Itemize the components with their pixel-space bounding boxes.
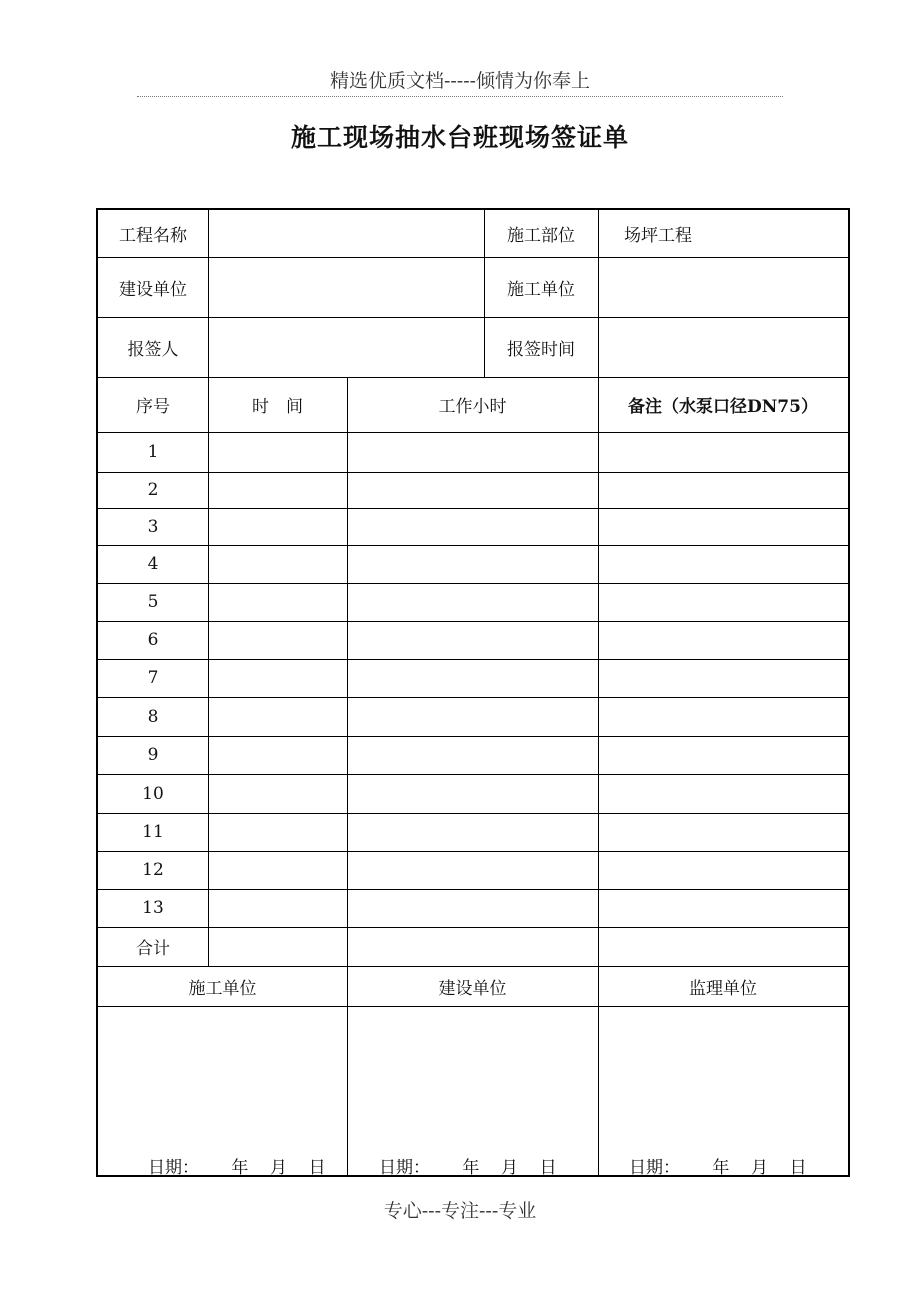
header-divider [137, 96, 783, 97]
row-number: 12 [142, 860, 164, 880]
row-divider [98, 851, 848, 852]
row-number: 7 [147, 668, 159, 688]
row-divider [98, 889, 848, 890]
contractor-unit-field[interactable] [598, 257, 848, 317]
sig-owner-label: 建设单位 [438, 978, 507, 999]
sig-contractor-date: 日期： 年 月 日 [148, 1158, 326, 1178]
page-header: 精选优质文档-----倾情为你奉上 [329, 70, 591, 92]
row-number: 6 [147, 630, 159, 650]
row-number: 13 [142, 898, 164, 918]
row-divider [98, 432, 848, 433]
row-divider [98, 736, 848, 737]
row-divider [98, 927, 848, 928]
owner-unit-field[interactable] [208, 257, 484, 317]
construction-part-field[interactable]: 场坪工程 [624, 226, 692, 246]
row-divider [98, 774, 848, 775]
row-number: 2 [147, 480, 159, 500]
row-divider [98, 508, 848, 509]
submitter-label: 报签人 [127, 339, 179, 360]
row-divider [98, 659, 848, 660]
row-number: 9 [147, 745, 159, 765]
row-number: 1 [147, 442, 159, 462]
row-number: 5 [147, 592, 159, 612]
project-name-label: 工程名称 [119, 226, 187, 246]
sig-owner-area[interactable] [347, 1006, 598, 1175]
sig-supervisor-date: 日期： 年 月 日 [629, 1158, 807, 1178]
row-number: 4 [147, 554, 159, 574]
project-name-field[interactable] [208, 210, 484, 257]
row-divider [98, 813, 848, 814]
document-title: 施工现场抽水台班现场签证单 [290, 123, 629, 152]
sig-owner-date: 日期： 年 月 日 [379, 1158, 557, 1178]
row-divider [98, 545, 848, 546]
sig-contractor-label: 施工单位 [188, 978, 257, 999]
col-header-work-hours: 工作小时 [438, 397, 507, 417]
sig-supervisor-label: 监理单位 [689, 978, 757, 999]
col-header-time: 时 间 [252, 397, 303, 417]
row-number: 8 [147, 706, 159, 727]
row-divider [98, 697, 848, 698]
submitter-field[interactable] [208, 317, 484, 377]
total-label: 合计 [136, 939, 170, 959]
col-header-remarks: 备注（水泵口径DN75） [628, 397, 818, 417]
row-number: 3 [147, 516, 159, 537]
submit-time-field[interactable] [598, 317, 848, 377]
row-divider [98, 472, 848, 473]
submit-time-label: 报签时间 [507, 339, 575, 360]
visa-form-table [96, 208, 850, 1177]
row-divider [98, 621, 848, 622]
row-number: 11 [142, 822, 164, 842]
row-divider [98, 583, 848, 584]
col-header-serial: 序号 [136, 397, 170, 417]
sig-contractor-area[interactable] [98, 1006, 347, 1175]
sig-supervisor-area[interactable] [598, 1006, 848, 1175]
owner-unit-label: 建设单位 [119, 279, 187, 300]
page-footer: 专心---专注---专业 [383, 1200, 537, 1222]
construction-part-label: 施工部位 [507, 226, 575, 246]
contractor-unit-label: 施工单位 [507, 279, 575, 300]
row-number: 10 [142, 783, 164, 804]
